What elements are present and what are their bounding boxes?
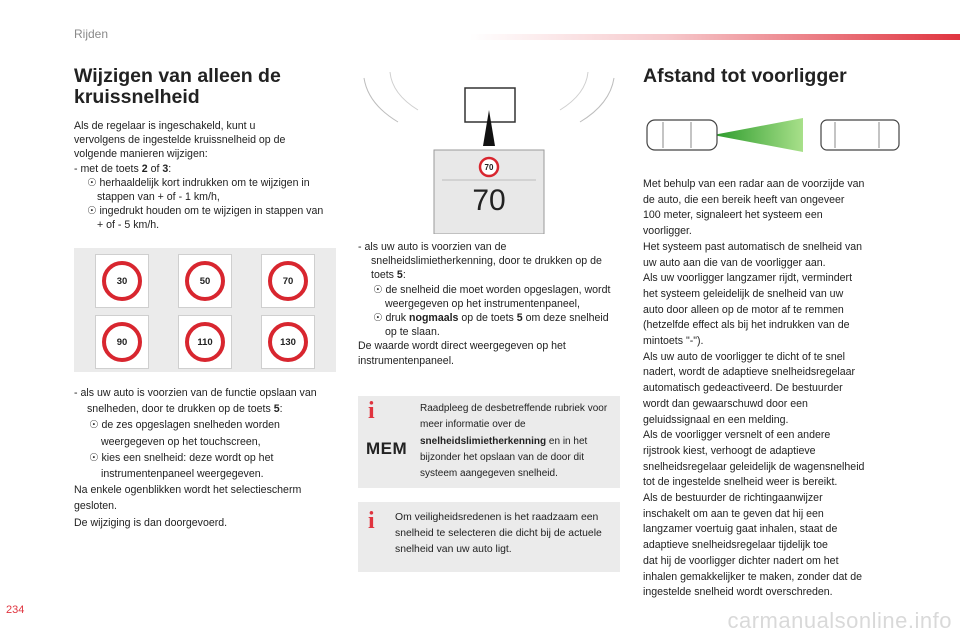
right-section-title: Afstand tot voorligger <box>643 65 847 87</box>
text-line: adaptieve snelheidsregelaar tijdelijk toe <box>643 539 828 552</box>
key-5: 5 <box>516 312 523 325</box>
text-line: geluidssignaal en een melding. <box>643 413 789 426</box>
after-text: De waarde wordt direct weergegeven op het instrumentenpaneel. <box>358 340 566 367</box>
text: ☉ druk <box>373 312 409 325</box>
info-icon: i <box>368 508 375 534</box>
text: Raadpleeg de desbetreffende rubriek voor meer informatie over de <box>420 403 608 431</box>
intro-line: Als de regelaar is ingeschakeld, kunt u <box>74 120 256 132</box>
info-box-safety <box>358 502 620 572</box>
text: : <box>402 269 406 282</box>
text-line: dat hij de voorligger dichter nadert om het <box>643 554 839 567</box>
speed-limit-sign-icon: 30 <box>102 261 142 301</box>
key-5: 5 <box>273 403 280 416</box>
dial-outline <box>560 72 588 110</box>
text: op de toets <box>458 312 517 325</box>
text-line: voorligger. <box>643 225 692 238</box>
speed-limit-sign-icon: 130 <box>268 322 308 362</box>
bold-text: snelheidslimietherkenning <box>420 435 547 447</box>
intro-text <box>74 119 344 233</box>
sub-item <box>358 311 620 339</box>
key-5: 5 <box>396 269 403 282</box>
bold-text: nogmaals <box>409 312 459 325</box>
section-title-line2: kruissnelheid <box>74 86 200 108</box>
text: : <box>168 162 172 175</box>
text-line: het systeem geleidelijk de snelheid van uw <box>643 287 844 300</box>
info-text: Om veiligheidsredenen is het raadzaam een snelheid te selecteren die dicht bij de actuele snelheid van uw auto ligt. <box>395 512 602 555</box>
info-icon: i <box>368 398 375 424</box>
text: en in het bijzonder het opslaan van de door dit systeem aangegeven snelheid. <box>420 435 588 480</box>
text-line: Met behulp van een radar aan de voorzijde van <box>643 178 865 190</box>
speed-limit-sign-icon: 70 <box>268 261 308 301</box>
header-accent-bar <box>470 34 960 40</box>
sign-tile[interactable] <box>261 254 315 308</box>
key-2: 2 <box>141 162 148 175</box>
recognition-instructions <box>358 240 620 368</box>
section-title <box>74 66 344 108</box>
text-line: inhalen gemakkelijker te maken, zonder dat de <box>643 570 863 583</box>
instrument-panel-illustration <box>358 64 620 234</box>
sub-item: ☉ kies een snelheid: deze wordt op het instrumentenpaneel weergegeven. <box>89 451 274 481</box>
sub-item: ☉ ingedrukt houden om te wijzigen in stappen van + of - 5 km/h. <box>87 205 324 232</box>
section-header: Rijden <box>74 27 109 41</box>
text-line: tot de ingestelde snelheid weer is bereikt. <box>643 476 838 489</box>
speed-sign-panel <box>74 248 336 372</box>
text-line: Het systeem past automatisch de snelheid van <box>643 240 863 253</box>
list-item-memory <box>74 385 344 417</box>
text: - als uw auto is voorzien van de functie opslaan van snelheden, door te drukken op de toets <box>74 387 317 416</box>
memory-instructions <box>74 385 344 531</box>
text-line: langzamer voertuig gaat inhalen, staat de <box>643 523 838 536</box>
text-line: rijstrook kiest, verhoogt de adaptieve <box>643 444 816 457</box>
radar-beam <box>713 118 803 152</box>
after-text: Na enkele ogenblikken wordt het selectiescherm gesloten. <box>74 484 302 513</box>
text-line: (hetzelfde effect als bij het indrukken van de <box>643 319 850 332</box>
distance-text <box>643 177 913 601</box>
text-line: Als uw voorligger langzamer rijdt, vermindert <box>643 272 853 285</box>
key-3: 3 <box>162 162 169 175</box>
text-line: uw auto aan die van de voorligger aan. <box>643 256 826 269</box>
intro-line: vervolgens de ingestelde kruissnelheid op de <box>74 134 286 147</box>
sign-tile[interactable] <box>178 315 232 369</box>
text-line: automatisch gedeactiveerd. De bestuurder <box>643 382 843 395</box>
speed-limit-sign-icon: 90 <box>102 322 142 362</box>
text: of <box>147 162 163 175</box>
text-line: snelheidsregelaar geleidelijk de wagensnelheid <box>643 460 865 473</box>
section-title-line1: Wijzigen van alleen de <box>74 65 281 87</box>
leading-car-icon <box>821 120 899 150</box>
list-item-recognition <box>358 240 620 283</box>
big-speed-value: 70 <box>472 184 506 217</box>
sub-item: ☉ de snelheid die moet worden opgeslagen, wordt weergegeven op het instrumentenpaneel, <box>373 283 611 310</box>
text: : <box>279 403 283 416</box>
text-line: Als de bestuurder de richtingaanwijzer <box>643 492 823 505</box>
text: - als uw auto is voorzien van de snelheidslimietherkenning, door te drukken op de toets <box>358 241 602 282</box>
text-line: wordt dan gewaarschuwd door een <box>643 397 808 410</box>
page-number: 234 <box>6 604 25 616</box>
info-text <box>420 401 614 482</box>
text-line: auto door alleen op de motor af te remmen <box>643 303 844 316</box>
car-distance-illustration <box>643 112 905 158</box>
mem-label: MEM <box>366 439 408 458</box>
text-line: 100 meter, signaleert het systeem een <box>643 209 823 222</box>
after-text: De wijziging is dan doorgevoerd. <box>74 516 228 529</box>
watermark: carmanualsonline.info <box>727 608 952 633</box>
text-line: Als de voorligger versnelt of een andere <box>643 429 831 442</box>
speed-limit-sign-icon: 110 <box>185 322 225 362</box>
list-item-toets <box>74 162 344 176</box>
speed-limit-sign-icon: 50 <box>185 261 225 301</box>
text: om deze snelheid op te slaan. <box>385 312 609 339</box>
intro-line: volgende manieren wijzigen: <box>74 148 208 161</box>
small-speed-value: 70 <box>484 163 494 172</box>
text-line: de auto, die een bereik heeft van ongeveer <box>643 193 845 206</box>
sign-tile[interactable] <box>261 315 315 369</box>
sub-item: ☉ de zes opgeslagen snelheden worden weergegeven op het touchscreen, <box>89 419 280 448</box>
info-box-mem <box>358 396 620 488</box>
sub-item: ☉ herhaaldelijk kort indrukken om te wijzigen in stappen van + of - 1 km/h, <box>87 176 310 204</box>
sign-tile[interactable] <box>178 254 232 308</box>
text-line: Als uw auto de voorligger te dicht of te snel <box>643 350 845 363</box>
text-line: ingestelde snelheid wordt overschreden. <box>643 586 833 599</box>
text-line: mintoets "-"). <box>643 335 704 348</box>
own-car-icon <box>647 120 717 150</box>
text-line: nadert, wordt de adaptieve snelheidsregelaar <box>643 366 856 379</box>
sign-tile[interactable] <box>95 315 149 369</box>
dial-outline <box>390 72 418 110</box>
text: - met de toets <box>74 162 142 175</box>
text-line: inschakelt om aan te geven dat hij een <box>643 507 824 520</box>
sign-tile[interactable] <box>95 254 149 308</box>
